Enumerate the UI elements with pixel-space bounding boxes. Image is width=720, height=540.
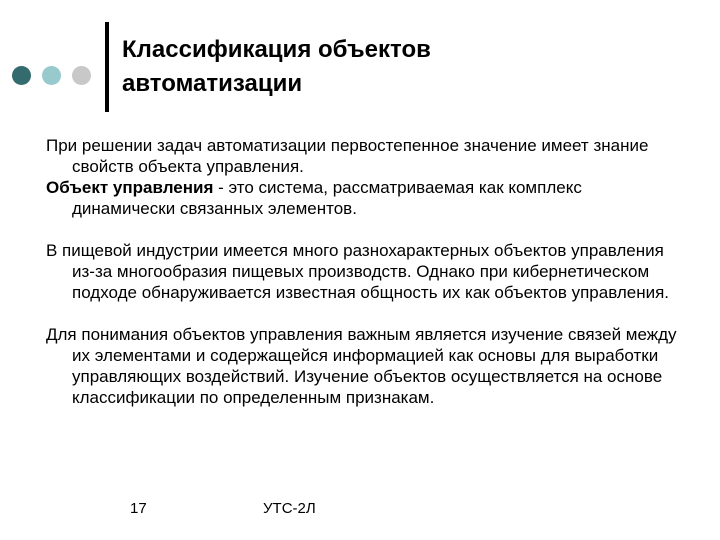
paragraph-spacer [46,219,686,240]
paragraph-1: При решении задач автоматизации первостепенное значение имеет знание свойств объекта управления. [46,136,649,176]
slide-body [46,135,686,408]
slide-title-line-1: Классификация объектов [122,36,431,63]
dot-icon-light-teal [42,66,61,85]
footer-page-number: 17 [130,500,147,517]
term-definition: - это система, рассматриваемая как комплекс динамически связанных элементов. [72,178,582,218]
paragraph-spacer [46,303,686,324]
footer-label: УТС-2Л [263,500,316,517]
slide-title [122,33,682,101]
paragraph-4: Для понимания объектов управления важным является изучение связей между их элементами и содержащейся информацией как основы для выработки управляющих воздействий. Изучение объектов осуществляется на основе классификации по определенным признакам. [46,325,677,407]
dot-icon-dark-teal [12,66,31,85]
slide-title-line-2: автоматизации [122,70,303,97]
paragraph-2 [46,177,686,219]
decorative-dots [12,66,96,86]
title-divider-line [105,22,109,112]
term-bold: Объект управления [46,178,214,197]
dot-icon-gray [72,66,91,85]
paragraph-3: В пищевой индустрии имеется много разнохарактерных объектов управления из-за многообразия пищевых производств. Однако при кибернетическом подходе обнаруживается известная общность их как объектов управления. [46,241,670,302]
